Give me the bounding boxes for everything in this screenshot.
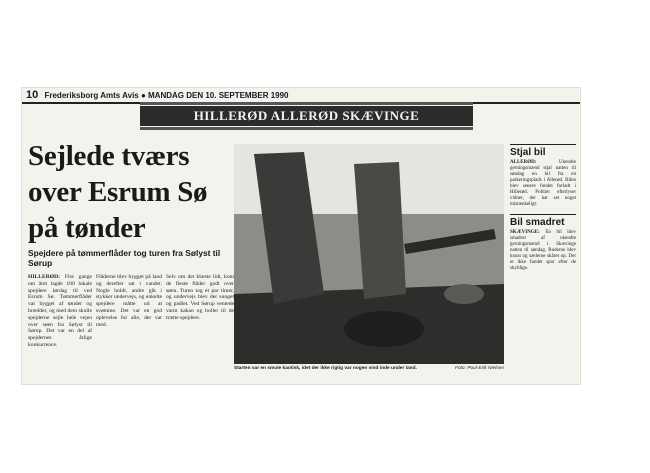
sidebar-title-2: Bil smadret xyxy=(510,214,576,228)
page-header-text: Frederiksborg Amts Avis ● MANDAG DEN 10. SEPTEMBER 1990 xyxy=(44,91,289,100)
sidebar xyxy=(510,144,576,278)
headline: Sejlede tværs over Esrum Sø på tønder xyxy=(28,140,208,244)
photo-barrel-2 xyxy=(444,284,484,304)
subheadline: Spejdere på tømmerflåder tog turen fra Sølyst til Sørup xyxy=(28,248,221,268)
page-header xyxy=(22,88,580,102)
article-column-3 xyxy=(166,274,234,322)
page-number: 10 xyxy=(26,89,39,101)
section-banner: HILLERØD ALLERØD SKÆVINGE xyxy=(140,106,473,126)
photo-barrel xyxy=(344,311,424,347)
sidebar-text-2 xyxy=(510,230,576,272)
article-column-text: Flåderne blev bygget på land og derefter sat i vandet. Nogle holdt, andre gik i stykker undervejs, og enkelte spejdere måtte ud at svømme. Det var en god oplevelse for alle, der var med. xyxy=(96,274,162,328)
article-column-1 xyxy=(28,274,92,349)
sidebar-dateline: SKÆVINGE: xyxy=(510,230,540,235)
newspaper-clipping xyxy=(22,88,580,384)
article-column-2 xyxy=(96,274,162,328)
sidebar-body: En bil blev smadret af ukendte gerningsmænd i Skævinge natten til søndag. Ruderne blev knust og sæderne skåret op. Der er ikke fundet spor efter de skyldige. xyxy=(510,230,576,271)
article-dateline: HILLERØD: xyxy=(28,274,61,280)
photo-illustration xyxy=(234,144,504,364)
article-column-text: Selv om det blæste lidt, kom de fleste flåder godt over søen. Turen tog et par timer, og undervejs blev der sunget og padlet. Ved Sørup ventede varm kakao og boller til de trætte spejdere. xyxy=(166,274,234,321)
sidebar-dateline: ALLERØD: xyxy=(510,160,537,165)
sidebar-title-1: Stjal bil xyxy=(510,144,576,158)
sidebar-text-1 xyxy=(510,160,576,208)
article-photo xyxy=(234,144,504,364)
sidebar-body: Ukendte gerningsmænd stjal natten til søndag en bil fra en parkeringsplads i Allerød. Bilen blev senere fundet forladt i Hillerød. Politiet efterlyser vidner, der har set noget mistænkeligt. xyxy=(510,160,576,207)
article-column-text: Fire gange om året lagde 100 lokale spejdere lørdag til ved Esrum Sø. Tømmerflåder var bygget af tønder og brædder, og med dem skulle spejderne sejle hele vejen over søen fra Sølyst til Sørup. Det var en del af spejdernes årlige konkurrence. xyxy=(28,274,92,348)
photo-caption xyxy=(234,366,504,371)
photo-caption-text: Starten var en smule kaotisk, idet der ikke rigtig var nogen vind inde under land. xyxy=(234,366,417,371)
photo-credit: Foto: Poul-Erik Nielsen xyxy=(454,366,504,371)
